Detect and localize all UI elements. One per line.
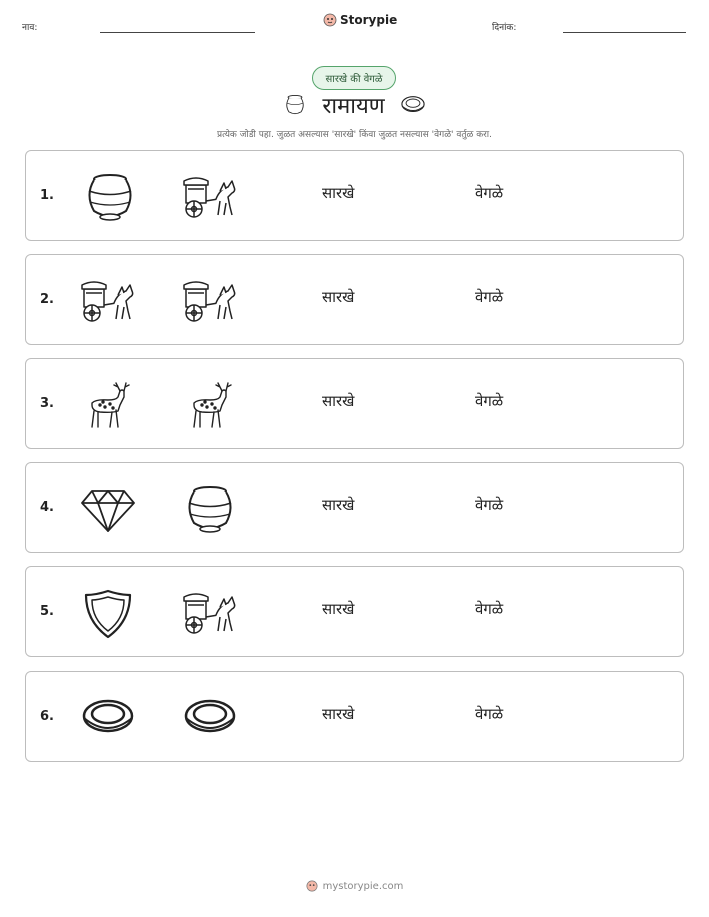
same-option[interactable]: सारखे: [322, 184, 355, 202]
brand-name: Storypie: [340, 13, 398, 27]
chariot-icon: [180, 171, 240, 223]
chariot-icon: [78, 275, 138, 327]
instructions: प्रत्येक जोडी पहा. जुळत असल्यास 'सारखे' किंवा जुळत नसल्यास 'वेगळे' वर्तुळ करा.: [216, 130, 492, 140]
pot-icon: [282, 92, 308, 118]
diamond-icon: [78, 483, 138, 535]
question-number: 4.: [40, 500, 54, 515]
question-row: [25, 462, 684, 553]
name-field[interactable]: [100, 32, 255, 33]
ring-icon: [78, 692, 138, 744]
date-label: दिनांक:: [492, 23, 517, 33]
ring-icon: [399, 93, 427, 117]
title-row: [0, 90, 709, 120]
same-option[interactable]: सारखे: [322, 705, 355, 723]
question-number: 6.: [40, 709, 54, 724]
pot-icon: [80, 171, 140, 223]
different-option[interactable]: वेगळे: [475, 392, 504, 410]
same-option[interactable]: सारखे: [322, 288, 355, 306]
question-number: 5.: [40, 604, 54, 619]
deer-icon: [180, 379, 240, 431]
shield-icon: [78, 587, 138, 639]
date-field[interactable]: [563, 32, 686, 33]
same-option[interactable]: सारखे: [322, 600, 355, 618]
question-row: [25, 671, 684, 762]
deer-icon: [78, 379, 138, 431]
question-number: 1.: [40, 188, 54, 203]
page-title: रामायण: [322, 94, 385, 119]
different-option[interactable]: वेगळे: [475, 288, 504, 306]
ring-icon: [180, 692, 240, 744]
mascot-icon: [323, 13, 337, 27]
question-row: [25, 358, 684, 449]
different-option[interactable]: वेगळे: [475, 496, 504, 514]
name-label: नाव:: [22, 23, 38, 33]
question-number: 2.: [40, 292, 54, 307]
chariot-icon: [180, 587, 240, 639]
footer: [0, 880, 709, 892]
same-option[interactable]: सारखे: [322, 496, 355, 514]
question-row: [25, 150, 684, 241]
question-number: 3.: [40, 396, 54, 411]
different-option[interactable]: वेगळे: [475, 600, 504, 618]
footer-site[interactable]: mystorypie.com: [322, 880, 404, 892]
different-option[interactable]: वेगळे: [475, 184, 504, 202]
different-option[interactable]: वेगळे: [475, 705, 504, 723]
question-row: [25, 566, 684, 657]
worksheet-tag: सारखे की वेगळे: [312, 66, 396, 90]
pot-icon: [180, 483, 240, 535]
mascot-icon: [306, 880, 318, 892]
same-option[interactable]: सारखे: [322, 392, 355, 410]
question-row: [25, 254, 684, 345]
brand-logo: [323, 13, 397, 27]
chariot-icon: [180, 275, 240, 327]
